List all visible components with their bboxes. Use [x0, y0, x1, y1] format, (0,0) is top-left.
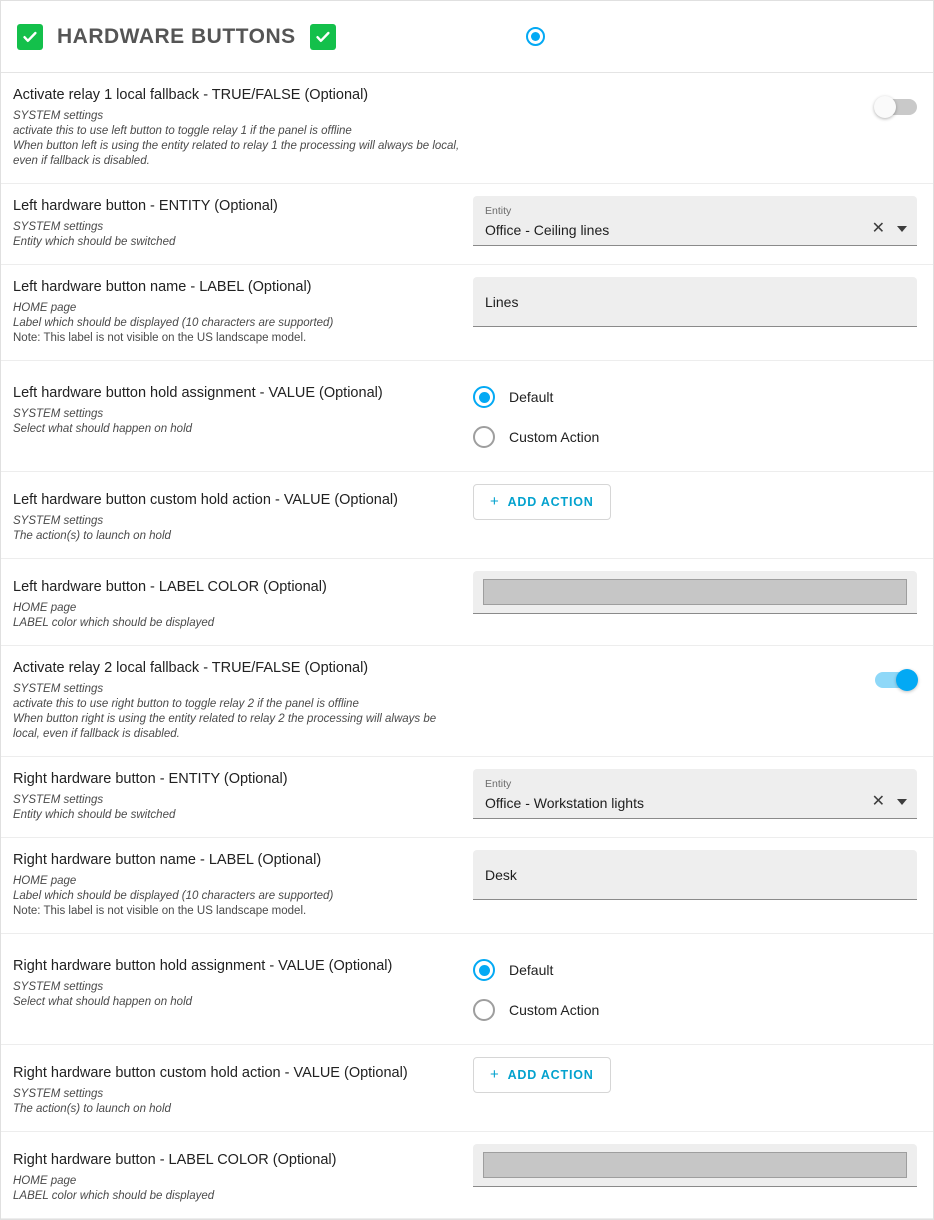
- setting-label: Left hardware button custom hold action - VALUE (Optional): [13, 492, 398, 508]
- setting-description: [13, 946, 473, 1010]
- setting-desc: LABEL color which should be displayed: [13, 617, 215, 629]
- setting-scope: SYSTEM settings: [13, 683, 104, 695]
- right-label-input[interactable]: [473, 850, 917, 900]
- chevron-down-icon[interactable]: [897, 799, 907, 805]
- field-label: Entity: [485, 778, 512, 790]
- setting-control: [473, 571, 917, 614]
- radio-option-custom-action[interactable]: [473, 990, 599, 1030]
- setting-scope: HOME page: [13, 302, 77, 314]
- left-label-color-picker[interactable]: [473, 571, 917, 614]
- setting-control: [473, 1144, 917, 1187]
- setting-row-relay2-fallback: [1, 646, 933, 757]
- radio-option-custom-action[interactable]: [473, 417, 599, 457]
- setting-scope: SYSTEM settings: [13, 110, 104, 122]
- setting-desc: Select what should happen on hold: [13, 996, 193, 1008]
- check-icon[interactable]: [17, 24, 43, 50]
- radio-label: Default: [509, 962, 554, 978]
- setting-desc: Label which should be displayed (10 characters are supported): [13, 890, 334, 902]
- setting-desc: Label which should be displayed (10 characters are supported): [13, 317, 334, 329]
- setting-control: [473, 373, 917, 457]
- radio-unselected-icon[interactable]: [473, 426, 495, 448]
- left-add-action-button[interactable]: [473, 484, 611, 520]
- field-value: Office - Workstation lights: [485, 795, 644, 811]
- setting-desc: Entity which should be switched: [13, 236, 176, 248]
- radio-label: Custom Action: [509, 1002, 600, 1018]
- setting-control: [473, 484, 917, 520]
- header-radio[interactable]: [526, 27, 545, 46]
- setting-description: [13, 658, 473, 742]
- setting-control: [473, 658, 917, 688]
- setting-desc: The action(s) to launch on hold: [13, 1103, 171, 1115]
- field-value: Lines: [485, 294, 519, 310]
- setting-label: Right hardware button name - LABEL (Optional): [13, 852, 322, 868]
- setting-scope: SYSTEM settings: [13, 794, 104, 806]
- setting-description: [13, 484, 473, 544]
- setting-row-right-entity: [1, 757, 933, 838]
- field-label: Entity: [485, 205, 512, 217]
- setting-control: [473, 769, 917, 819]
- right-entity-picker[interactable]: [473, 769, 917, 819]
- field-value: Office - Ceiling lines: [485, 222, 610, 238]
- radio-label: Default: [509, 389, 554, 405]
- radio-selected-icon[interactable]: [473, 959, 495, 981]
- radio-selected-icon[interactable]: [526, 27, 545, 46]
- setting-label: Left hardware button - LABEL COLOR (Optional): [13, 579, 327, 595]
- setting-control: [473, 946, 917, 1030]
- setting-description: [13, 850, 473, 919]
- field-value: Desk: [485, 867, 517, 883]
- left-label-input[interactable]: [473, 277, 917, 327]
- setting-scope: SYSTEM settings: [13, 221, 104, 233]
- setting-desc: activate this to use right button to toggle relay 2 if the panel is offline: [13, 698, 359, 710]
- setting-label: Activate relay 1 local fallback - TRUE/FALSE (Optional): [13, 87, 369, 103]
- right-label-color-picker[interactable]: [473, 1144, 917, 1187]
- setting-control: [473, 850, 917, 900]
- setting-note: Note: This label is not visible on the US landscape model.: [13, 332, 307, 344]
- setting-desc: activate this to use left button to toggle relay 1 if the panel is offline: [13, 125, 352, 137]
- page-title: HARDWARE BUTTONS: [57, 24, 296, 48]
- setting-desc: Entity which should be switched: [13, 809, 176, 821]
- radio-label: Custom Action: [509, 429, 600, 445]
- setting-row-left-custom-hold-action: [1, 472, 933, 559]
- setting-desc: The action(s) to launch on hold: [13, 530, 171, 542]
- setting-label: Activate relay 2 local fallback - TRUE/FALSE (Optional): [13, 660, 369, 676]
- relay1-fallback-toggle[interactable]: [875, 99, 917, 115]
- color-swatch[interactable]: [483, 579, 907, 605]
- setting-control: [473, 277, 917, 327]
- setting-desc: LABEL color which should be displayed: [13, 1190, 215, 1202]
- right-hold-radio-group: [473, 946, 599, 1030]
- setting-scope: SYSTEM settings: [13, 515, 104, 527]
- setting-description: [13, 85, 473, 169]
- close-icon[interactable]: ✕: [871, 220, 885, 237]
- radio-option-default[interactable]: [473, 950, 599, 990]
- setting-row-left-label: [1, 265, 933, 361]
- left-entity-picker[interactable]: [473, 196, 917, 246]
- setting-scope: HOME page: [13, 602, 77, 614]
- setting-control: [473, 1057, 917, 1093]
- setting-desc: Select what should happen on hold: [13, 423, 193, 435]
- setting-note: Note: This label is not visible on the US landscape model.: [13, 905, 307, 917]
- setting-row-right-custom-hold-action: [1, 1045, 933, 1132]
- color-swatch[interactable]: [483, 1152, 907, 1178]
- plus-icon: +: [490, 1066, 500, 1083]
- panel-header: [1, 1, 933, 73]
- setting-label: Right hardware button custom hold action - VALUE (Optional): [13, 1065, 408, 1081]
- chevron-down-icon[interactable]: [897, 226, 907, 232]
- setting-row-right-label-color: [1, 1132, 933, 1219]
- plus-icon: +: [490, 493, 500, 510]
- setting-scope: SYSTEM settings: [13, 408, 104, 420]
- setting-description: [13, 277, 473, 346]
- radio-option-default[interactable]: [473, 377, 599, 417]
- setting-desc-extra: When button right is using the entity related to relay 2 the processing will always be local, even if fallback is disabled.: [13, 713, 437, 740]
- setting-description: [13, 769, 473, 823]
- setting-description: [13, 373, 473, 437]
- radio-unselected-icon[interactable]: [473, 999, 495, 1021]
- radio-selected-icon[interactable]: [473, 386, 495, 408]
- setting-row-left-label-color: [1, 559, 933, 646]
- close-icon[interactable]: ✕: [871, 793, 885, 810]
- left-hold-radio-group: [473, 373, 599, 457]
- setting-desc-extra: When button left is using the entity related to relay 1 the processing will always be local, even if fallback is disabled.: [13, 140, 460, 167]
- setting-row-left-entity: [1, 184, 933, 265]
- check-icon[interactable]: [310, 24, 336, 50]
- setting-description: [13, 1144, 473, 1204]
- setting-label: Left hardware button - ENTITY (Optional): [13, 198, 278, 214]
- setting-row-right-label: [1, 838, 933, 934]
- setting-scope: SYSTEM settings: [13, 981, 104, 993]
- setting-control: [473, 85, 917, 115]
- relay2-fallback-toggle[interactable]: [875, 672, 917, 688]
- right-add-action-button[interactable]: [473, 1057, 611, 1093]
- setting-label: Right hardware button - ENTITY (Optional): [13, 771, 288, 787]
- setting-scope: HOME page: [13, 1175, 77, 1187]
- setting-row-left-hold-assignment: [1, 361, 933, 472]
- setting-label: Right hardware button hold assignment - VALUE (Optional): [13, 958, 393, 974]
- setting-scope: SYSTEM settings: [13, 1088, 104, 1100]
- add-action-label: ADD ACTION: [507, 495, 594, 509]
- setting-description: [13, 571, 473, 631]
- setting-label: Left hardware button hold assignment - VALUE (Optional): [13, 385, 383, 401]
- setting-label: Right hardware button - LABEL COLOR (Optional): [13, 1152, 337, 1168]
- setting-label: Left hardware button name - LABEL (Optional): [13, 279, 312, 295]
- setting-row-relay1-fallback: [1, 73, 933, 184]
- setting-description: [13, 196, 473, 250]
- setting-control: [473, 196, 917, 246]
- setting-row-right-hold-assignment: [1, 934, 933, 1045]
- setting-scope: HOME page: [13, 875, 77, 887]
- setting-description: [13, 1057, 473, 1117]
- add-action-label: ADD ACTION: [507, 1068, 594, 1082]
